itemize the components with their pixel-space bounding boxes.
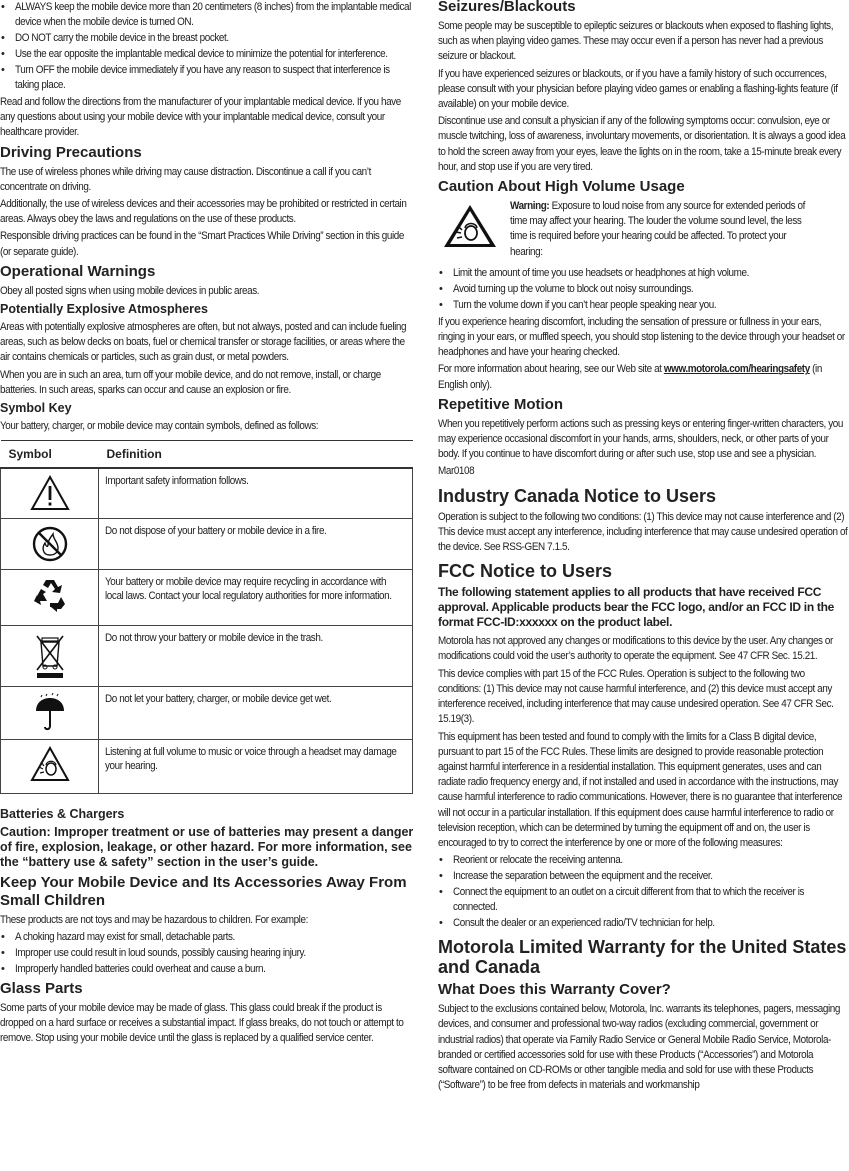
no-trash-bin-icon (33, 632, 67, 680)
paragraph: When you are in such an area, turn off your mobile device, and do not remove, install, or charge batteries. In such areas, sparks can occur and cause an explosion or fire. (0, 368, 381, 396)
loud-noise-warning-icon (442, 203, 498, 249)
table-row (1, 739, 413, 793)
children-heading: Keep Your Mobile Device and Its Accessories Away From Small Children (0, 873, 407, 909)
list-item: • Reorient or relocate the receiving antenna. (438, 853, 849, 868)
symbol-cell (1, 625, 99, 686)
paragraph: Areas with potentially explosive atmospheres are often, but not always, posted and can include fueling areas, such as below decks on boats, fuel or chemical transfer or storage facilities, or areas where the air contains chemicals or particles, such as grain dust, or metal powders. (0, 321, 407, 364)
umbrella-rain-icon (33, 693, 67, 733)
list-item: • ALWAYS keep the mobile device more than 20 centimeters (8 inches) from the implantable medical device when the mobile device is turned ON. (0, 0, 414, 30)
industry-canada-heading: Industry Canada Notice to Users (438, 485, 717, 506)
symbol-cell (1, 569, 99, 625)
definition-cell: Do not throw your battery or mobile device in the trash. (99, 625, 413, 686)
loud-noise-warning-icon (30, 746, 70, 782)
list-item: • A choking hazard may exist for small, detachable parts. (0, 930, 414, 945)
symbol-key-heading: Symbol Key (0, 401, 72, 416)
table-header-row (1, 441, 413, 469)
implant-bullet-list (0, 0, 414, 93)
definition-cell: Listening at full volume to music or voice through a headset may damage your hearing. (99, 739, 413, 793)
fcc-bold-statement: The following statement applies to all products that have received FCC approval. Applicable products bear the FCC logo, and/or an FCC ID in the format FCC-ID:xxxxxx on the product label. (438, 585, 834, 630)
paragraph: When you repetitively perform actions such as pressing keys or entering finger-written characters, you may experience occasional discomfort in your hands, arms, shoulders, neck, or other parts of your body. If you continue to have discomfort during or after such use, stop use and see a physician. (438, 417, 843, 461)
paragraph: This equipment has been tested and found to comply with the limits for a Class B digital device, pursuant to part 15 of the FCC Rules. These limits are designed to provide reasonable protection against harmful interference in a residential installation. This equipment generates, uses and can radiate radio frequency energy and, if not installed and used in accordance with the instructions, may cause harmful interference to radio communications. However, there is no guarantee that interference will not occur in a particular installation. If this equipment does cause harmful interference to radio or television reception, which can be determined by turning the equipment off and on, the user is encouraged to try to correct the interference by one or more of the following measures: (438, 730, 843, 849)
warranty-subheading: What Does this Warranty Cover? (438, 981, 671, 999)
warranty-heading: Motorola Limited Warranty for the United States and Canada (438, 937, 847, 978)
list-item: • Turn the volume down if you can’t hear people speaking near you. (438, 298, 849, 313)
right-column (438, 0, 849, 1095)
symbol-table (0, 440, 413, 794)
warning-text: Exposure to loud noise from any source for extended periods of time may affect your hearing. The louder the volume sound level, the less time is required before your hearing could be affected. To protect your hearing: (510, 200, 805, 258)
paragraph: Obey all posted signs when using mobile devices in public areas. (0, 284, 260, 297)
fcc-bullet-list (438, 853, 849, 931)
paragraph: Operation is subject to the following two conditions: (1) This device may not cause interference and (2) This device must accept any interference, including interference that may cause undesired operation of the device. See RSS-GEN 7.1.5. (438, 510, 848, 554)
paragraph: Discontinue use and consult a physician if any of the following symptoms occur: convulsion, eye or muscle twitching, loss of awareness, involuntary movements, or disorientation. It is always a good idea to hold the screen away from your eyes, leave the lights on in the room, take a 15-minute break every hour, and stop use if you are very tired. (438, 115, 846, 173)
symbol-column-header: Symbol (1, 441, 99, 469)
table-row (1, 518, 413, 569)
volume-heading: Caution About High Volume Usage (438, 178, 685, 196)
explosive-heading: Potentially Explosive Atmospheres (0, 302, 208, 317)
children-bullet-list (0, 930, 414, 977)
list-item: • Improperly handled batteries could overheat and cause a burn. (0, 962, 414, 977)
list-item: • DO NOT carry the mobile device in the breast pocket. (0, 31, 414, 46)
paragraph: Responsible driving practices can be found in the “Smart Practices While Driving” section in this guide (or separate guide). (0, 230, 405, 258)
definition-column-header: Definition (99, 441, 413, 469)
driving-heading: Driving Precautions (0, 143, 142, 161)
table-row (1, 468, 413, 518)
paragraph: This device complies with part 15 of the FCC Rules. Operation is subject to the following two conditions: (1) This device may not cause harmful interference, and (2) this device must accept any interference received, including interference that may cause undesired operation. See 47 CFR Sec. 15.19(3). (438, 667, 834, 726)
batteries-caution: Caution: Improper treatment or use of batteries may present a danger of fire, explosion, leakage, or other hazard. For more information, see the “battery use & safety” section in the user’s guide. (0, 824, 414, 869)
list-item: • Consult the dealer or an experienced radio/TV technician for help. (438, 916, 849, 931)
paragraph: Additionally, the use of wireless devices and their accessories may be prohibited or restricted in certain areas. Always obey the laws and regulations on the use of these products. (0, 198, 407, 226)
list-item: • Increase the separation between the equipment and the receiver. (438, 869, 849, 884)
symbol-cell (1, 518, 99, 569)
symbol-cell (1, 686, 99, 739)
paragraph: Subject to the exclusions contained below, Motorola, Inc. warrants its telephones, pagers, messaging devices, and consumer and professional two-way radios (excluding commercial, government or industrial radios) that operate via Family Radio Service or General Mobile Radio Service, Motorola-branded or certified accessories sold for use with these Products (“Accessories”) and Motorola software contained on CD-ROMs or other tangible media and sold for use with these Products (“Software”) to be free from defects in materials and workmanship (438, 1003, 840, 1092)
definition-cell: Do not dispose of your battery or mobile device in a fire. (99, 518, 413, 569)
no-fire-icon (31, 525, 69, 563)
operational-heading: Operational Warnings (0, 262, 156, 280)
paragraph: The use of wireless phones while driving may cause distraction. Discontinue a call if you can’t concentrate on driving. (0, 165, 371, 193)
paragraph: If you have experienced seizures or blackouts, or if you have a family history of such occurrences, please consult with your physician before playing video games or enabling a flashing-lights feature (if available) on your mobile device. (438, 67, 838, 111)
left-column (0, 0, 414, 1049)
repetitive-heading: Repetitive Motion (438, 395, 564, 413)
table-row (1, 625, 413, 686)
paragraph: If you experience hearing discomfort, including the sensation of pressure or fullness in your ears, ringing in your ears, or muffled speech, you should stop listening to the device through your headset or headphones and have your hearing checked. (438, 315, 845, 359)
paragraph: Some parts of your mobile device may be made of glass. This glass could break if the product is dropped on a hard surface or receives a substantial impact. If glass breaks, do not touch or attempt to remove. Stop using your mobile device until the glass is replaced by a qualified service center. (0, 1001, 404, 1045)
definition-cell: Do not let your battery, charger, or mobile device get wet. (99, 686, 413, 739)
paragraph: For more information about hearing, see our Web site at www.motorola.com/hearingsafety (in English only). (438, 363, 822, 391)
seizures-heading: Seizures/Blackouts (438, 0, 576, 15)
warning-paragraph (510, 199, 815, 260)
list-item: • Use the ear opposite the implantable medical device to minimize the potential for interference. (0, 47, 414, 62)
batteries-heading: Batteries & Chargers (0, 806, 125, 821)
paragraph: Some people may be susceptible to epileptic seizures or blackouts when exposed to flashing lights, such as when playing video games. These may occur even if a person has never had a previous seizure or blackout. (438, 20, 834, 63)
volume-warning (438, 199, 849, 260)
paragraph: Your battery, charger, or mobile device may contain symbols, defined as follows: (0, 420, 319, 433)
implant-paragraph: Read and follow the directions from the manufacturer of your implantable medical device. If you have any questions about using your mobile device with your implantable medical device, consult your healthcare provider. (0, 96, 401, 139)
symbol-cell (1, 468, 99, 518)
table-row (1, 569, 413, 625)
definition-cell: Important safety information follows. (99, 468, 413, 518)
list-item: • Limit the amount of time you use headsets or headphones at high volume. (438, 266, 849, 281)
recycle-icon (31, 576, 69, 612)
hearing-safety-link[interactable]: www.motorola.com/hearingsafety (663, 363, 810, 376)
list-item: • Improper use could result in loud sounds, possibly causing hearing injury. (0, 946, 414, 961)
definition-cell: Your battery or mobile device may require recycling in accordance with local laws. Contact your local regulatory authorities for more information. (99, 569, 413, 625)
list-item: • Avoid turning up the volume to block out noisy surroundings. (438, 282, 849, 297)
fcc-heading: FCC Notice to Users (438, 561, 613, 582)
volume-bullet-list (438, 266, 849, 313)
warning-triangle-icon (30, 475, 70, 511)
document-code: Mar0108 (438, 465, 475, 478)
glass-heading: Glass Parts (0, 979, 83, 997)
paragraph: Motorola has not approved any changes or modifications to this device by the user. Any changes or modifications could void the user’s authority to operate the equipment. See 47 CFR Sec. 15.21. (438, 635, 833, 663)
symbol-cell (1, 739, 99, 793)
list-item: • Connect the equipment to an outlet on a circuit different from that to which the receiver is connected. (438, 885, 849, 915)
list-item: • Turn OFF the mobile device immediately if you have any reason to suspect that interference is taking place. (0, 63, 414, 93)
paragraph: These products are not toys and may be hazardous to children. For example: (0, 913, 308, 926)
table-row (1, 686, 413, 739)
warning-label: Warning: (510, 200, 550, 213)
